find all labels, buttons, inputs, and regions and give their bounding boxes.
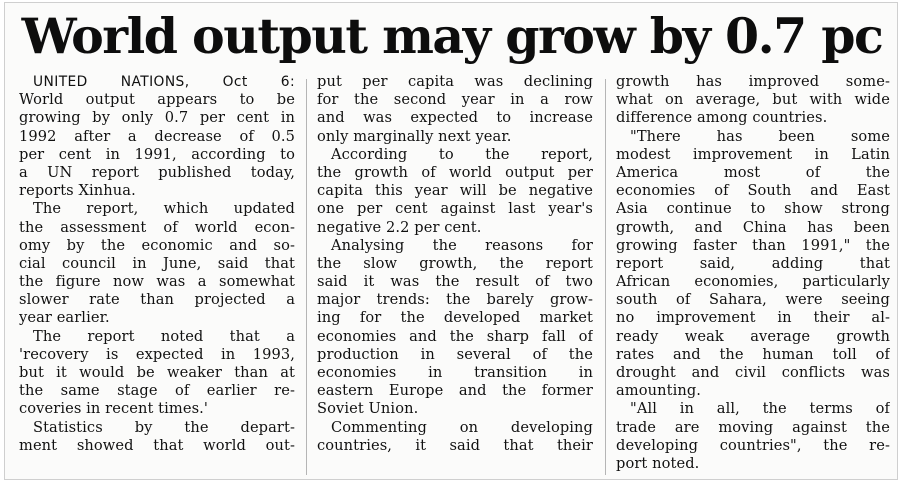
article-text-line: The report noted that a [33, 327, 295, 345]
article-text-line: growth has improved some- [616, 73, 890, 90]
article-text-line: UNITED NATIONS, Oct 6: [33, 74, 295, 90]
article-text-line: a UN report published today, [19, 163, 295, 181]
article-text-line: amounting. [616, 382, 702, 400]
article-text-line: modest improvement in Latin [616, 145, 890, 163]
article-text-line: what on average, but with wide [616, 91, 890, 109]
article-text-line: put per capita was declining [317, 73, 593, 90]
article-text-line: economies of South and East [616, 182, 890, 200]
article-text-line: the figure now was a somewhat [19, 273, 295, 291]
article-text-line: Commenting on developing [331, 418, 593, 436]
article-text-line: rates and the human toll of [616, 345, 890, 363]
article-text-line: south of Sahara, were seeing [616, 291, 890, 309]
article-text-line: drought and civil conflicts was [616, 364, 890, 381]
article-text-line: World output appears to be [19, 91, 295, 109]
article-text-line: but it would be weaker than at [19, 364, 295, 381]
article-text-line: no improvement in their al- [616, 309, 890, 327]
article-text-line: the same stage of earlier re- [19, 382, 295, 400]
article-text-line: eastern Europe and the former [317, 382, 593, 400]
article-text-line: reports Xinhua. [19, 182, 136, 200]
article-text-line: According to the report, [331, 145, 593, 163]
article-text-line: omy by the economic and so- [19, 236, 295, 254]
article-text-line: one per cent against last year's [317, 200, 593, 218]
article-text-line: ing for the developed market [317, 309, 593, 327]
article-text-line: difference among countries. [616, 109, 828, 127]
article-text-line: African economies, particularly [616, 273, 890, 291]
article-text-line: the assessment of world econ- [19, 218, 295, 236]
article-text-line: only marginally next year. [317, 127, 512, 145]
article-text-line: for the second year in a row [317, 91, 593, 109]
column-divider [306, 79, 307, 475]
headline: World output may grow by 0.7 pc [21, 7, 883, 65]
article-text-line: slower rate than projected a [19, 291, 295, 309]
article-text-line: the slow growth, the report [317, 254, 593, 272]
article-text-line: growth, and China has been [616, 218, 890, 236]
article-text-line: trade are moving against the [616, 418, 890, 436]
article-text-line: America most of the [616, 163, 890, 181]
newspaper-clipping [4, 2, 898, 480]
article-text-line: ment showed that world out- [19, 436, 295, 454]
article-text-line: Analysing the reasons for [331, 236, 593, 254]
article-text-line: ready weak average growth [616, 327, 890, 345]
article-column-2 [317, 73, 593, 479]
article-text-line: per cent in 1991, according to [19, 145, 295, 163]
article-text-line: growing faster than 1991," the [616, 236, 890, 254]
article-text-line: the growth of world output per [317, 163, 593, 181]
article-text-line: "All in all, the terms of [630, 400, 890, 418]
article-text-line: cial council in June, said that [19, 254, 295, 272]
article-text-line: and was expected to increase [317, 109, 593, 127]
article-text-line: economies in transition in [317, 364, 593, 381]
article-text-line: economies and the sharp fall of [317, 327, 593, 345]
column-divider [605, 79, 606, 475]
article-text-line: said it was the result of two [317, 273, 593, 291]
article-text-line: Soviet Union. [317, 400, 419, 418]
article-text-line: "There has been some [630, 127, 890, 145]
article-body [5, 73, 898, 479]
article-text-line: report said, adding that [616, 254, 890, 272]
article-text-line: growing by only 0.7 per cent in [19, 109, 295, 127]
article-text-line: 'recovery is expected in 1993, [19, 345, 295, 363]
article-text-line: countries, it said that their [317, 436, 593, 454]
article-text-line: The report, which updated [33, 200, 295, 218]
article-text-line: year earlier. [19, 309, 110, 327]
article-text-line: capita this year will be negative [317, 182, 593, 200]
article-text-line: major trends: the barely grow- [317, 291, 593, 309]
article-text-line: developing countries", the re- [616, 436, 890, 454]
article-column-1 [19, 73, 295, 479]
article-column-3 [616, 73, 890, 479]
article-text-line: production in several of the [317, 345, 593, 363]
article-text-line: Asia continue to show strong [616, 200, 890, 218]
article-text-line: negative 2.2 per cent. [317, 218, 482, 236]
article-text-line: Statistics by the depart- [33, 418, 295, 436]
article-text-line: port noted. [616, 454, 700, 472]
article-text-line: 1992 after a decrease of 0.5 [19, 127, 295, 145]
article-text-line: coveries in recent times.' [19, 400, 209, 418]
